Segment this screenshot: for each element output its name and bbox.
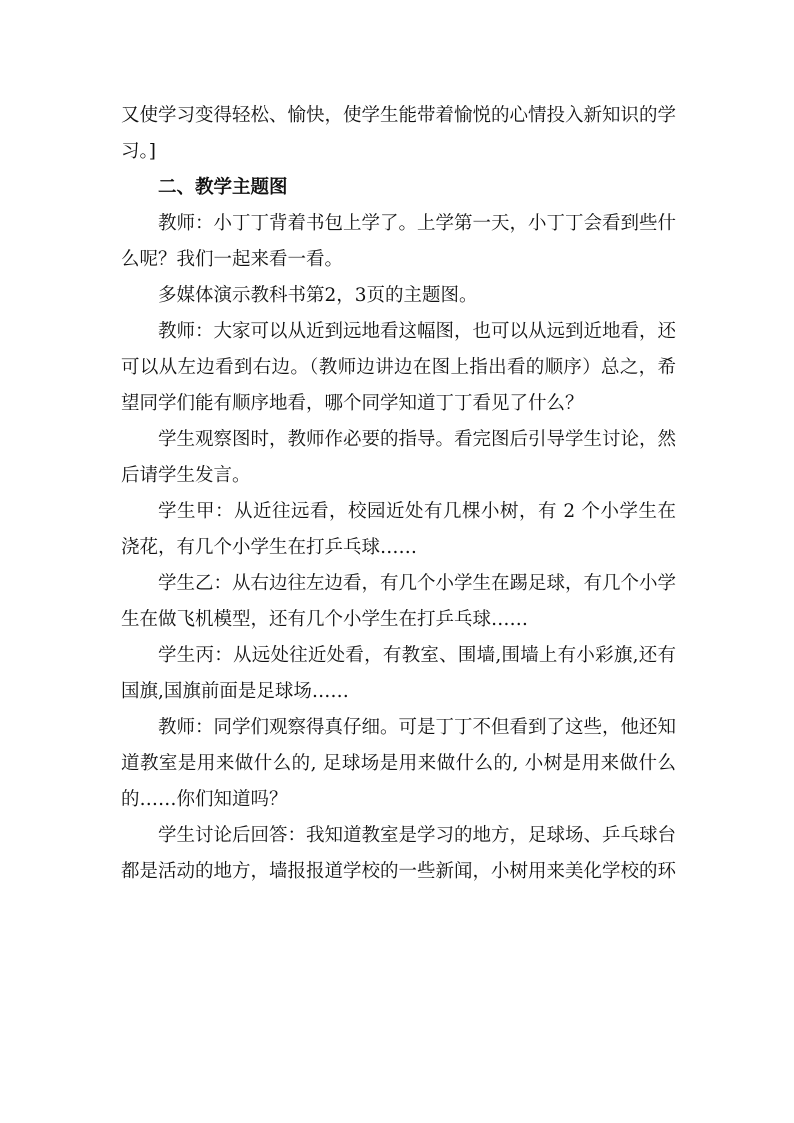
- paragraph-student-b: 学生乙：从右边往左边看，有几个小学生在踢足球，有几个小学生在做飞机模型，还有几个小学生在打乒乓球……: [121, 573, 677, 630]
- paragraph-teacher-guide: 教师：大家可以从近到远地看这幅图，也可以从远到近地看，还可以从左边看到右边。（教师边讲边在图上指出看的顺序）总之，希望同学们能有顺序地看，哪个同学知道丁丁看见了什么？: [121, 321, 677, 414]
- paragraph-student-c: 学生丙：从远处往近处看，有教室、围墙,围墙上有小彩旗,还有国旗,国旗前面是足球场……: [121, 645, 676, 702]
- paragraph-continuation: 又使学习变得轻松、愉快，使学生能带着愉悦的心情投入新知识的学习。]: [121, 105, 677, 162]
- paragraph-student-answer: 学生讨论后回答：我知道教室是学习的地方，足球场、乒乓球台都是活动的地方，墙报报道学校的一些新闻，小树用来美化学校的环: [121, 825, 677, 882]
- paragraph-student-observe: 学生观察图时，教师作必要的指导。看完图后引导学生讨论，然后请学生发言。: [121, 429, 677, 486]
- paragraph-teacher-intro: 教师：小丁丁背着书包上学了。上学第一天，小丁丁会看到些什么呢？我们一起来看一看。: [121, 213, 677, 270]
- paragraph-student-a: 学生甲：从近往远看，校园近处有几棵小树，有 2 个小学生在浇花，有几个小学生在打乒乓球……: [121, 501, 676, 558]
- paragraph-teacher-praise: 教师：同学们观察得真仔细。可是丁丁不但看到了这些，他还知道教室是用来做什么的, 足球场是用来做什么的, 小树是用来做什么的……你们知道吗？: [121, 717, 677, 810]
- section-heading: 二、教学主题图: [158, 177, 288, 198]
- paragraph-multimedia: 多媒体演示教科书第2，3页的主题图。: [158, 285, 478, 306]
- document-body: [121, 98, 676, 890]
